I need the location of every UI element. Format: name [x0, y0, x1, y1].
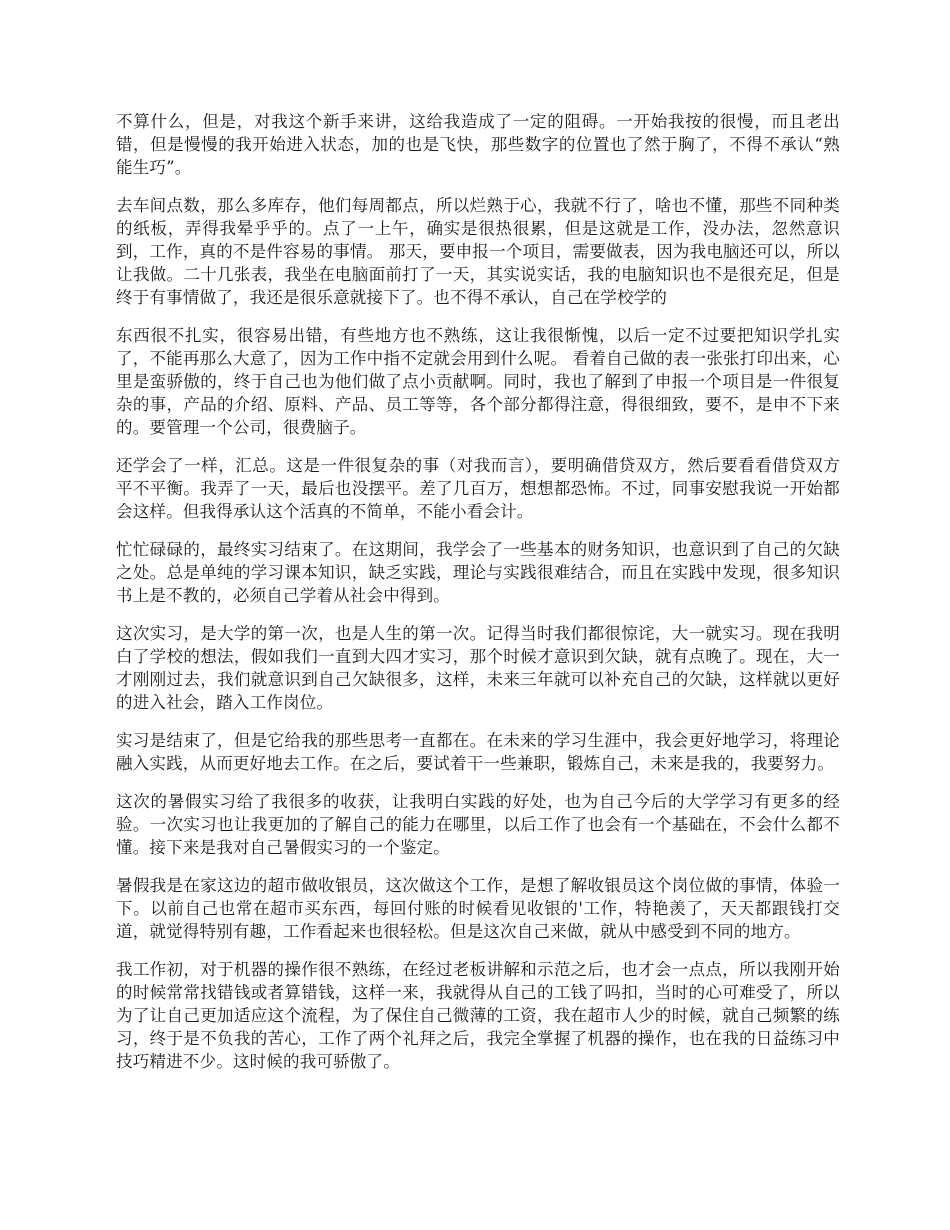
paragraph-6: 这次实习，是大学的第一次，也是人生的第一次。记得当时我们都很惊诧，大一就实习。现在我明白了学校的想法，假如我们一直到大四才实习，那个时候才意识到欠缺，就有点晚了。现在，大一才刚刚过去，我们就意识到自己欠缺很多，这样，未来三年就可以补充自己的欠缺，这样就以更好的进入社会，踏入工作岗位。	[116, 624, 840, 712]
document-body	[116, 110, 840, 1088]
paragraph-9: 暑假我是在家这边的超市做收银员，这次做这个工作，是想了解收银员这个岗位做的事情，体验一下。以前自己也常在超市买东西，每回付账的时候看见收银的'工作，特艳羡了，天天都跟钱打交道，就觉得特别有趣，工作看起来也很轻松。但是这次自己来做，就从中感受到不同的地方。	[116, 876, 840, 941]
paragraph-5: 忙忙碌碌的，最终实习结束了。在这期间，我学会了一些基本的财务知识，也意识到了自己的欠缺之处。总是单纯的学习课本知识，缺乏实践，理论与实践很难结合，而且在实践中发现，很多知识书上是不教的，必须自己学着从社会中得到。	[116, 540, 840, 605]
paragraph-2: 去车间点数，那么多库存，他们每周都点，所以烂熟于心，我就不行了，啥也不懂，那些不同种类的纸板，弄得我晕乎乎的。点了一上午，确实是很热很累，但是这就是工作，没办法，忽然意识到，工作，真的不是件容易的事情。 那天，要申报一个项目，需要做表，因为我电脑还可以，所以让我做。二十几张表，我坐在电脑面前打了一天，其实说实话，我的电脑知识也不是很充足，但是终于有事情做了，我还是很乐意就接下了。也不得不承认，自己在学校学的	[116, 196, 840, 307]
paragraph-10: 我工作初，对于机器的操作很不熟练，在经过老板讲解和示范之后，也才会一点点，所以我刚开始的时候常常找错钱或者算错钱，这样一来，我就得从自己的工钱了吗扣，当时的心可难受了，所以为了让自己更加适应这个流程，为了保住自己微薄的工资，我在超市人少的时候，就自己频繁的练习，终于是不负我的苦心，工作了两个礼拜之后，我完全掌握了机器的操作，也在我的日益练习中技巧精进不少。这时候的我可骄傲了。	[116, 960, 840, 1071]
paragraph-1: 不算什么，但是，对我这个新手来讲，这给我造成了一定的阻碍。一开始我按的很慢，而且老出错，但是慢慢的我开始进入状态，加的也是飞快，那些数字的位置也了然于胸了，不得不承认“熟能生巧”。	[116, 112, 840, 177]
paragraph-3: 东西很不扎实，很容易出错，有些地方也不熟练，这让我很惭愧，以后一定不过要把知识学扎实了，不能再那么大意了，因为工作中指不定就会用到什么呢。 看着自己做的表一张张打印出来，心里是蛮骄傲的，终于自己也为他们做了点小贡献啊。同时，我也了解到了申报一个项目是一件很复杂的事，产品的介绍、原料、产品、员工等等，各个部分都得注意，得很细致，要不，是申不下来的。要管理一个公司，很费脑子。	[116, 326, 840, 437]
paragraph-4: 还学会了一样，汇总。这是一件很复杂的事（对我而言），要明确借贷双方，然后要看看借贷双方平不平衡。我弄了一天，最后也没摆平。差了几百万，想想都恐怖。不过，同事安慰我说一开始都会这样。但我得承认这个活真的不简单，不能小看会计。	[116, 456, 840, 521]
paragraph-7: 实习是结束了，但是它给我的那些思考一直都在。在未来的学习生涯中，我会更好地学习，将理论融入实践，从而更好地去工作。在之后，要试着干一些兼职，锻炼自己，未来是我的，我要努力。	[116, 731, 840, 773]
paragraph-8: 这次的暑假实习给了我很多的收获，让我明白实践的好处，也为自己今后的大学学习有更多的经验。一次实习也让我更加的了解自己的能力在哪里，以后工作了也会有一个基础在，不会什么都不懂。接下来是我对自己暑假实习的一个鉴定。	[116, 792, 840, 857]
